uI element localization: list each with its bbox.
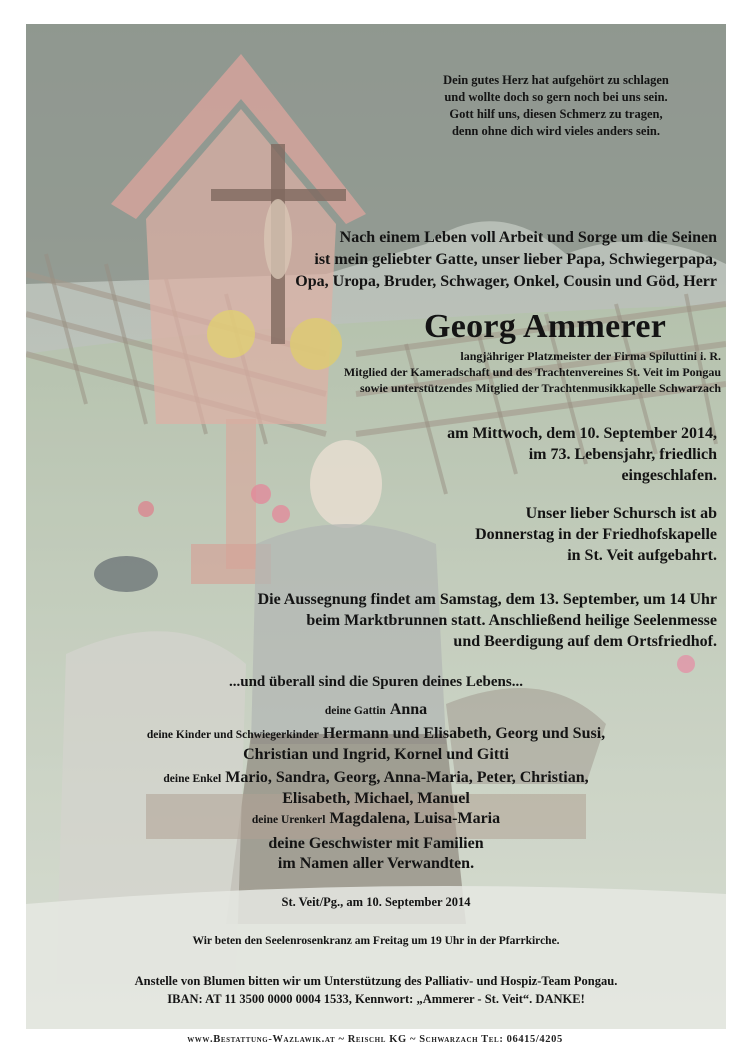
iban-line: IBAN: AT 11 3500 0000 0004 1533, Kennwort: „Ammerer - St. Veit“. DANKE! xyxy=(167,992,585,1006)
photo-frame xyxy=(26,24,726,1029)
grandchildren-prefix: deine Enkel xyxy=(163,773,222,785)
children-line-2: Christian und Ingrid, Kornel und Gitti xyxy=(243,746,509,763)
poem-line: Dein gutes Herz hat aufgehört zu schlagen xyxy=(443,73,669,87)
grandchildren-line-2: Elisabeth, Michael, Manuel xyxy=(282,790,470,807)
funeral-notice xyxy=(126,589,717,652)
death-notice xyxy=(346,423,717,486)
wife-line xyxy=(26,700,726,721)
intro-line: ist mein geliebter Gatte, unser lieber Papa, Schwiegerpapa, xyxy=(314,251,717,268)
role-line: Mitglied der Kameradschaft und des Trachtenvereines St. Veit im Pongau xyxy=(343,365,721,379)
wife-prefix: deine Gattin xyxy=(324,705,386,717)
donation-line: Anstelle von Blumen bitten wir um Unterstützung des Palliativ- und Hospiz-Team Pongau. xyxy=(134,974,618,988)
laid-out-notice xyxy=(346,503,717,566)
funeral-line: und Beerdigung auf dem Ortsfriedhof. xyxy=(453,633,717,650)
intro-text xyxy=(176,227,717,293)
family-list xyxy=(26,700,726,874)
role-line: sowie unterstützendes Mitglied der Trachtenmusikkapelle Schwarzach xyxy=(360,381,721,395)
children-line xyxy=(26,724,726,745)
wife-name: Anna xyxy=(389,701,428,718)
great-grandchildren-prefix: deine Urenkerl xyxy=(251,814,326,826)
deceased-name: Georg Ammerer xyxy=(424,308,667,345)
intro-line: Opa, Uropa, Bruder, Schwager, Onkel, Cousin und Göd, Herr xyxy=(295,273,717,290)
death-line: eingeschlafen. xyxy=(621,467,717,484)
roles-text xyxy=(206,348,721,396)
children-prefix: deine Kinder und Schwiegerkinder xyxy=(146,729,319,741)
great-grandchildren-line xyxy=(26,809,726,830)
children-names: Hermann und Elisabeth, Georg und Susi, xyxy=(322,725,606,742)
rosary-notice: Wir beten den Seelenrosenkranz am Freitag um 19 Uhr in der Pfarrkirche. xyxy=(192,935,560,947)
siblings-line: deine Geschwister mit Familien xyxy=(268,835,484,852)
intro-line: Nach einem Leben voll Arbeit und Sorge um die Seinen xyxy=(339,229,717,246)
role-line: langjähriger Platzmeister der Firma Spiluttini i. R. xyxy=(460,349,721,363)
relatives-line: im Namen aller Verwandten. xyxy=(277,855,475,872)
death-line: am Mittwoch, dem 10. September 2014, xyxy=(447,425,717,442)
grandchildren-names: Mario, Sandra, Georg, Anna-Maria, Peter, Christian, xyxy=(225,769,589,786)
laid-out-line: Unser lieber Schursch ist ab xyxy=(525,505,717,522)
place-date: St. Veit/Pg., am 10. September 2014 xyxy=(281,895,471,909)
funeral-line: Die Aussegnung findet am Samstag, dem 13. September, um 14 Uhr xyxy=(257,591,717,608)
footer-contact: www.Bestattung-Wazlawik.at ~ Reischl KG ~ Schwarzach Tel: 06415/4205 xyxy=(187,1034,563,1045)
poem-line: und wollte doch so gern noch bei uns sein. xyxy=(444,90,668,104)
grandchildren-line xyxy=(26,768,726,789)
poem-line: denn ohne dich wird vieles anders sein. xyxy=(451,124,660,138)
funeral-line: beim Marktbrunnen statt. Anschließend heilige Seelenmesse xyxy=(306,612,717,629)
poem xyxy=(396,72,716,140)
great-grandchildren-names: Magdalena, Luisa-Maria xyxy=(329,810,501,827)
death-line: im 73. Lebensjahr, friedlich xyxy=(528,446,717,463)
motto: ...und überall sind die Spuren deines Lebens... xyxy=(229,674,523,690)
laid-out-line: Donnerstag in der Friedhofskapelle xyxy=(475,526,717,543)
poem-line: Gott hilf uns, diesen Schmerz zu tragen, xyxy=(449,107,663,121)
laid-out-line: in St. Veit aufgebahrt. xyxy=(567,547,717,564)
donation-notice xyxy=(26,972,726,1008)
